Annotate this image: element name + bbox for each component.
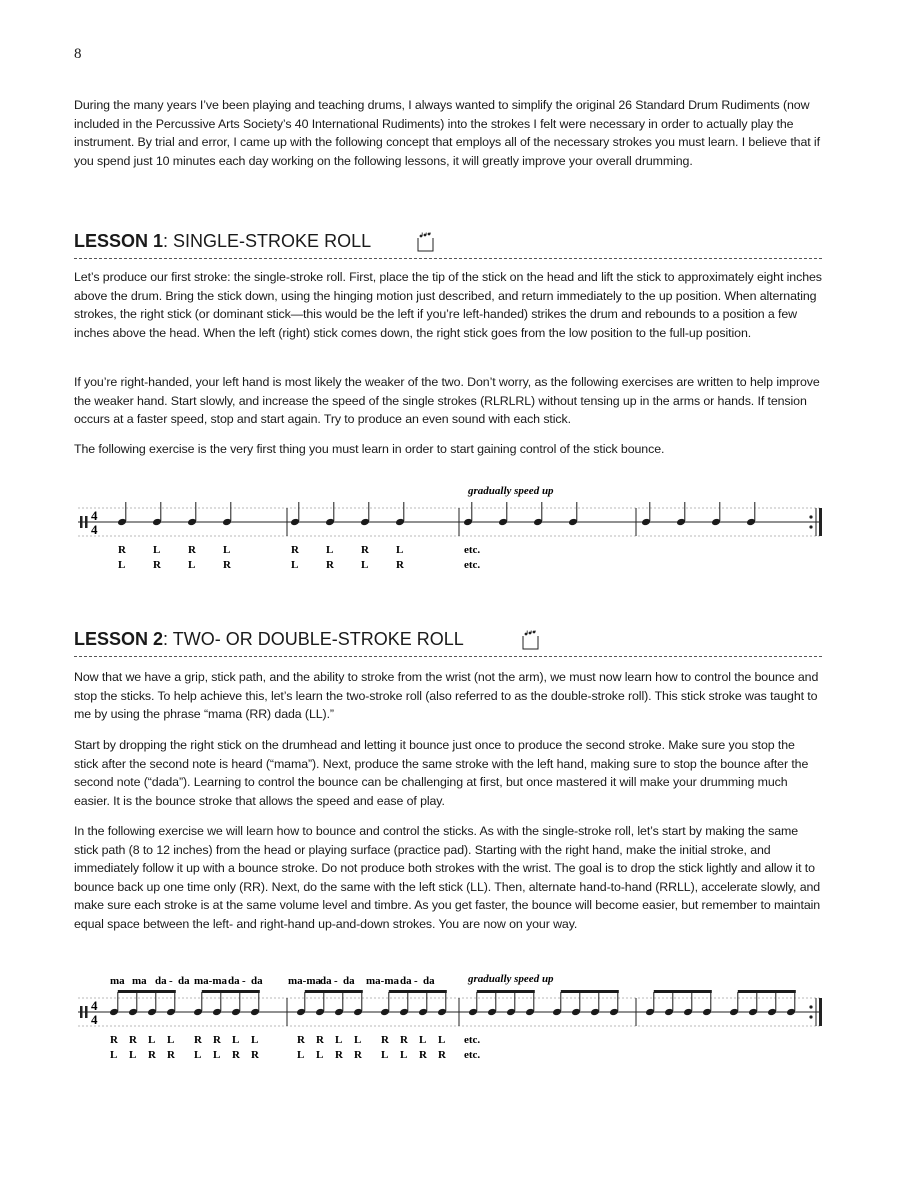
- note: [683, 992, 693, 1016]
- lesson-2-paragraph-1: Now that we have a grip, stick path, and the ability to stroke from the wrist (not the arm), we must now learn how to control the bounce and stop the sticks. To help achieve this, let’s learn the two-stroke roll (also referred to as the double-stroke roll). This stick stroke was taught to me by using the phrase “mama (RR) dada (LL).”: [74, 670, 819, 722]
- sticking-label: R: [400, 1034, 408, 1046]
- sticking-label: L: [129, 1049, 137, 1061]
- note: [552, 992, 562, 1016]
- note: [418, 992, 428, 1016]
- sticking-label: R: [194, 1034, 202, 1046]
- sticking-label: L: [118, 559, 126, 571]
- sticking-label: R: [438, 1049, 446, 1061]
- syllable: da: [155, 975, 167, 987]
- intro-paragraph: During the many years I’ve been playing and teaching drums, I always wanted to simplify the original 26 Standard Drum Rudiments (now included in the Percussive Arts Society’s 40 International Rudiments) into the strokes I felt were necessary in order to actually play the instrument. By trial and error, I came up with the following concept that employs all of the necessary strokes you must learn. I believe that if you spend just 10 minutes each day working on the following lessons, it will greatly improve your overall drumming.: [74, 98, 820, 168]
- sticking-label: R: [381, 1034, 389, 1046]
- sticking-label: L: [326, 544, 334, 556]
- sticking-label: R: [213, 1034, 221, 1046]
- sticking-label: L: [438, 1034, 446, 1046]
- note: [645, 992, 655, 1016]
- syllable: -: [334, 975, 338, 987]
- note: [117, 502, 127, 526]
- sticking-label: L: [297, 1049, 305, 1061]
- syllable: da: [320, 975, 332, 987]
- note: [212, 992, 222, 1016]
- sticking-label: R: [118, 544, 126, 556]
- lesson-2-heading: [74, 626, 822, 657]
- syllable: da: [423, 975, 435, 987]
- sticking-label: R: [223, 559, 231, 571]
- sticking-label: L: [291, 559, 299, 571]
- sticking-label: L: [400, 1049, 408, 1061]
- lesson-2-notation: [70, 968, 830, 1068]
- note: [166, 992, 176, 1016]
- note: [729, 992, 739, 1016]
- time-signature-top: 4: [91, 508, 98, 523]
- sticking-label: L: [354, 1034, 362, 1046]
- sticking-label: etc.: [464, 1049, 481, 1061]
- note: [296, 992, 306, 1016]
- note: [380, 992, 390, 1016]
- note: [525, 992, 535, 1016]
- sticking-label: L: [153, 544, 161, 556]
- lesson-1-label: LESSON 1: [74, 231, 164, 251]
- note: [711, 502, 721, 526]
- note: [676, 502, 686, 526]
- note: [250, 992, 260, 1016]
- note: [152, 502, 162, 526]
- syllable: -: [242, 975, 246, 987]
- note: [334, 992, 344, 1016]
- sticking-label: R: [354, 1049, 362, 1061]
- sticking-label: etc.: [464, 544, 481, 556]
- note: [609, 992, 619, 1016]
- page-number: 8: [74, 46, 82, 62]
- sticking-label: R: [167, 1049, 175, 1061]
- sticking-label: etc.: [464, 559, 481, 571]
- tempo-marking: gradually speed up: [468, 973, 554, 985]
- note: [325, 502, 335, 526]
- sticking-label: R: [361, 544, 369, 556]
- sticking-label: R: [110, 1034, 118, 1046]
- syllable: da: [400, 975, 412, 987]
- audio-track-icon[interactable]: [415, 232, 435, 252]
- note: [746, 502, 756, 526]
- note: [109, 992, 119, 1016]
- syllable: ma: [110, 975, 125, 987]
- lesson-2-title: : TWO- OR DOUBLE-STROKE ROLL: [163, 629, 464, 649]
- lesson-1-paragraph-3: The following exercise is the very first thing you must learn in order to start gaining control of the stick bounce.: [74, 442, 665, 456]
- sticking-label: R: [316, 1034, 324, 1046]
- note: [571, 992, 581, 1016]
- note: [487, 992, 497, 1016]
- sticking-label: L: [110, 1049, 118, 1061]
- time-signature-bottom: 4: [91, 522, 98, 537]
- sticking-label: R: [251, 1049, 259, 1061]
- beam: [738, 990, 796, 993]
- sticking-label: L: [194, 1049, 202, 1061]
- sticking-label: L: [419, 1034, 427, 1046]
- note: [147, 992, 157, 1016]
- sticking-label: L: [213, 1049, 221, 1061]
- note: [193, 992, 203, 1016]
- note: [748, 992, 758, 1016]
- note: [506, 992, 516, 1016]
- sticking-label: L: [251, 1034, 259, 1046]
- beam: [389, 990, 447, 993]
- lesson-2-paragraph-2: Start by dropping the right stick on the drumhead and letting it bounce just once to produce the second stroke. Make sure you stop the stick after the second note is heard (“mama”). Next, produce the same stroke with the left hand, making sure to stop the bounce after the second note (“dada”). Learning to control the bounce can be challenging at first, but once mastered it will make your drumming much easier. It is the bounce stroke that allows the speed and ease of play.: [74, 738, 809, 808]
- lesson-2-label: LESSON 2: [74, 629, 164, 649]
- note: [395, 502, 405, 526]
- beam: [118, 990, 176, 993]
- syllable: ma-ma: [288, 975, 321, 987]
- note: [290, 502, 300, 526]
- note: [498, 502, 508, 526]
- note: [641, 502, 651, 526]
- note: [360, 502, 370, 526]
- sticking-label: L: [167, 1034, 175, 1046]
- note: [590, 992, 600, 1016]
- note: [222, 502, 232, 526]
- sticking-label: R: [419, 1049, 427, 1061]
- sticking-label: etc.: [464, 1034, 481, 1046]
- lesson-1-paragraph-2: If you’re right-handed, your left hand is most likely the weaker of the two. Don’t worry, as the following exercises are written to help improve the weaker hand. Start slowly, and increase the speed of the single strokes (RLRLRL) without tensing up in the arms or hands. If tension occurs at a faster speed, stop and start again. Try to produce an even sound with each stick.: [74, 375, 820, 427]
- beam: [477, 990, 535, 993]
- sticking-label: R: [396, 559, 404, 571]
- sticking-label: R: [148, 1049, 156, 1061]
- sticking-label: L: [316, 1049, 324, 1061]
- lesson-1-title: : SINGLE-STROKE ROLL: [163, 231, 372, 251]
- beam: [202, 990, 260, 993]
- syllable: -: [414, 975, 418, 987]
- syllable: ma-ma: [194, 975, 227, 987]
- syllable: ma-ma: [366, 975, 399, 987]
- note: [315, 992, 325, 1016]
- sticking-label: L: [148, 1034, 156, 1046]
- syllable: da: [228, 975, 240, 987]
- beam: [654, 990, 712, 993]
- note: [187, 502, 197, 526]
- beam: [305, 990, 363, 993]
- sticking-label: R: [326, 559, 334, 571]
- note: [702, 992, 712, 1016]
- note: [468, 992, 478, 1016]
- lesson-1-heading: [74, 228, 822, 259]
- note: [437, 992, 447, 1016]
- note: [568, 502, 578, 526]
- time-signature-top: 4: [91, 998, 98, 1013]
- note: [767, 992, 777, 1016]
- sticking-label: R: [188, 544, 196, 556]
- note: [231, 992, 241, 1016]
- lesson-1-paragraph-1: Let’s produce our first stroke: the single-stroke roll. First, place the tip of the stick on the head and lift the stick to approximately eight inches above the drum. Bring the stick down, using the hinging motion just described, and return immediately to the up position. When alternating strokes, the right stick (or dominant stick—this would be the left if you’re left-handed) strikes the drum and rebounds to a position a few inches above the head. When the left (right) stick comes down, the right stick goes from the low position to the full-up position.: [74, 270, 822, 340]
- note: [353, 992, 363, 1016]
- lesson-2-paragraph-3: In the following exercise we will learn how to bounce and control the sticks. As with the single-stroke roll, let’s start by making the same stick path (8 to 12 inches) from the head or playing surface (practice pad). Starting with the right hand, make the initial stroke, and immediately follow it up with a bounce stroke. Do not produce both strokes with the wrist. The goal is to drop the stick lightly and allow it to bounce back up one time only (RR). Next, do the same with the left stick (LL). Then, alternate hand-to-hand (RRLL), accelerate slowly, and make sure each stroke is at the same volume level and timbre. As you get faster, the bounce will become easier, but remember to maintain equal space between the left- and right-hand up-and-down strokes. You are now on your way.: [74, 824, 821, 931]
- sticking-label: L: [381, 1049, 389, 1061]
- sticking-label: L: [361, 559, 369, 571]
- note: [533, 502, 543, 526]
- note: [463, 502, 473, 526]
- sticking-label: L: [335, 1034, 343, 1046]
- note: [128, 992, 138, 1016]
- sticking-label: R: [335, 1049, 343, 1061]
- note: [399, 992, 409, 1016]
- syllable: -: [169, 975, 173, 987]
- syllable: da: [251, 975, 263, 987]
- lesson-1-notation: [70, 478, 830, 578]
- note: [664, 992, 674, 1016]
- note: [786, 992, 796, 1016]
- syllable: da: [178, 975, 190, 987]
- audio-track-icon[interactable]: [520, 630, 540, 650]
- sticking-label: L: [396, 544, 404, 556]
- sticking-label: R: [153, 559, 161, 571]
- sticking-label: R: [291, 544, 299, 556]
- sticking-label: L: [188, 559, 196, 571]
- time-signature-bottom: 4: [91, 1012, 98, 1027]
- sticking-label: L: [223, 544, 231, 556]
- sticking-label: R: [129, 1034, 137, 1046]
- syllable: da: [343, 975, 355, 987]
- tempo-marking: gradually speed up: [468, 485, 554, 497]
- sticking-label: R: [297, 1034, 305, 1046]
- syllable: ma: [132, 975, 147, 987]
- sticking-label: L: [232, 1034, 240, 1046]
- sticking-label: R: [232, 1049, 240, 1061]
- beam: [561, 990, 619, 993]
